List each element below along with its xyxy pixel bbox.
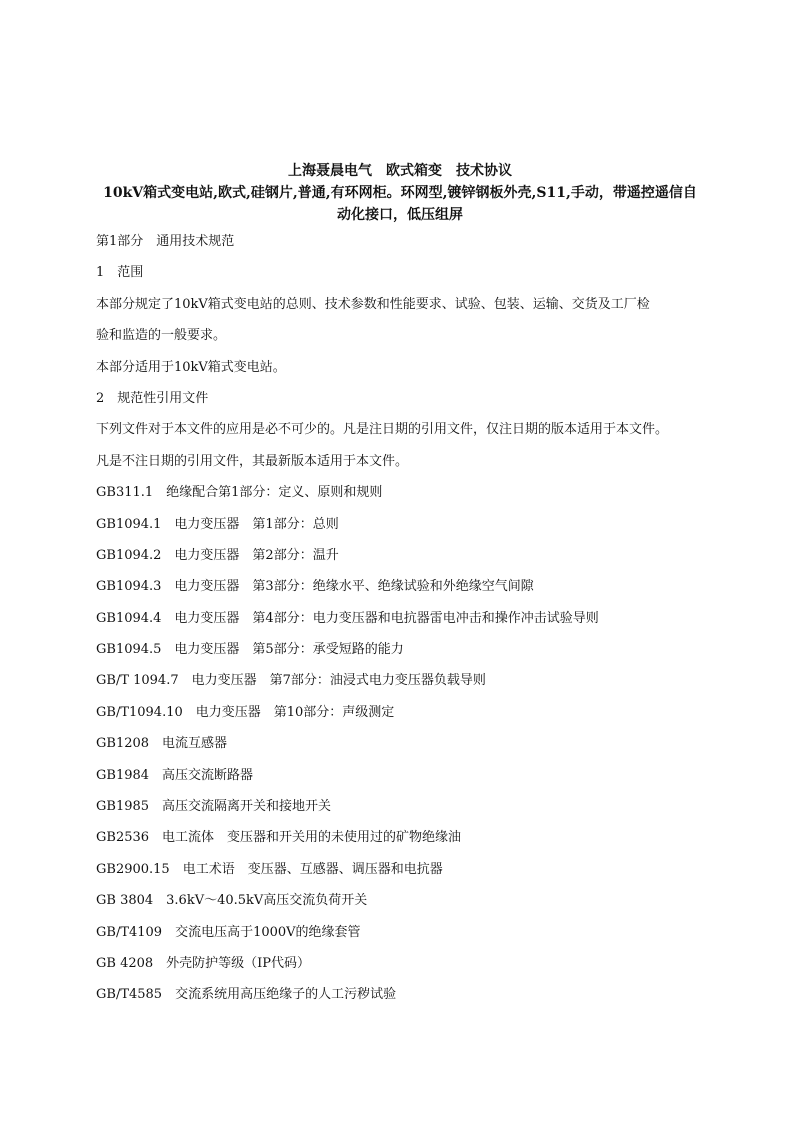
reference-item: GB2900.15 电工术语 变压器、互感器、调压器和电抗器	[96, 861, 443, 877]
document-title-block	[90, 160, 710, 226]
reference-item: GB1208 电流互感器	[96, 736, 228, 752]
paragraph-line: 本部分适用于10kV箱式变电站。	[96, 359, 286, 375]
reference-item: GB1985 高压交流隔离开关和接地开关	[96, 799, 332, 815]
reference-item: GB1984 高压交流断路器	[96, 767, 254, 783]
reference-item: GB1094.3 电力变压器 第3部分：绝缘水平、绝缘试验和外绝缘空气间隙	[96, 579, 534, 595]
reference-item: GB1094.4 电力变压器 第4部分：电力变压器和电抗器雷电冲击和操作冲击试验导则	[96, 610, 599, 626]
document-subtitle-line2: 动化接口，低压组屏	[337, 207, 463, 223]
reference-item: GB311.1 绝缘配合第1部分：定义、原则和规则	[96, 485, 383, 501]
reference-item: GB1094.2 电力变压器 第2部分：温升	[96, 547, 339, 563]
reference-item: GB2536 电工流体 变压器和开关用的未使用过的矿物绝缘油	[96, 830, 462, 846]
document-body	[96, 231, 736, 1016]
reference-item: GB 4208 外壳防护等级（IP代码）	[96, 955, 311, 971]
reference-item: GB 3804 3.6kV～40.5kV高压交流负荷开关	[96, 893, 368, 909]
reference-item: GB1094.5 电力变压器 第5部分：承受短路的能力	[96, 642, 404, 658]
reference-item: GB1094.1 电力变压器 第1部分：总则	[96, 516, 339, 532]
document-title: 上海聂晨电气 欧式箱变 技术协议	[288, 163, 512, 179]
reference-item: GB/T4585 交流系统用高压绝缘子的人工污秽试验	[96, 987, 397, 1003]
paragraph-line: 凡是不注日期的引用文件，其最新版本适用于本文件。	[96, 453, 409, 469]
reference-item: GB/T 1094.7 电力变压器 第7部分：油浸式电力变压器负载导则	[96, 673, 486, 689]
section-heading-references: 2 规范性引用文件	[96, 390, 209, 406]
paragraph-line: 本部分规定了10kV箱式变电站的总则、技术参数和性能要求、试验、包装、运输、交货及工厂检	[96, 296, 650, 312]
paragraph-line: 下列文件对于本文件的应用是必不可少的。凡是注日期的引用文件，仅注日期的版本适用于本文件。	[96, 422, 669, 438]
section-heading-scope: 1 范围	[96, 265, 144, 281]
document-subtitle-line1: 10kV箱式变电站,欧式,硅钢片,普通,有环网柜。环网型,镀锌钢板外壳,S11,手动，带遥控遥信自	[103, 185, 697, 201]
paragraph-line: 验和监造的一般要求。	[96, 328, 227, 344]
section-heading-part1: 第1部分 通用技术规范	[96, 234, 235, 249]
reference-item: GB/T4109 交流电压高于1000V的绝缘套管	[96, 924, 361, 940]
reference-item: GB/T1094.10 电力变压器 第10部分：声级测定	[96, 704, 395, 720]
